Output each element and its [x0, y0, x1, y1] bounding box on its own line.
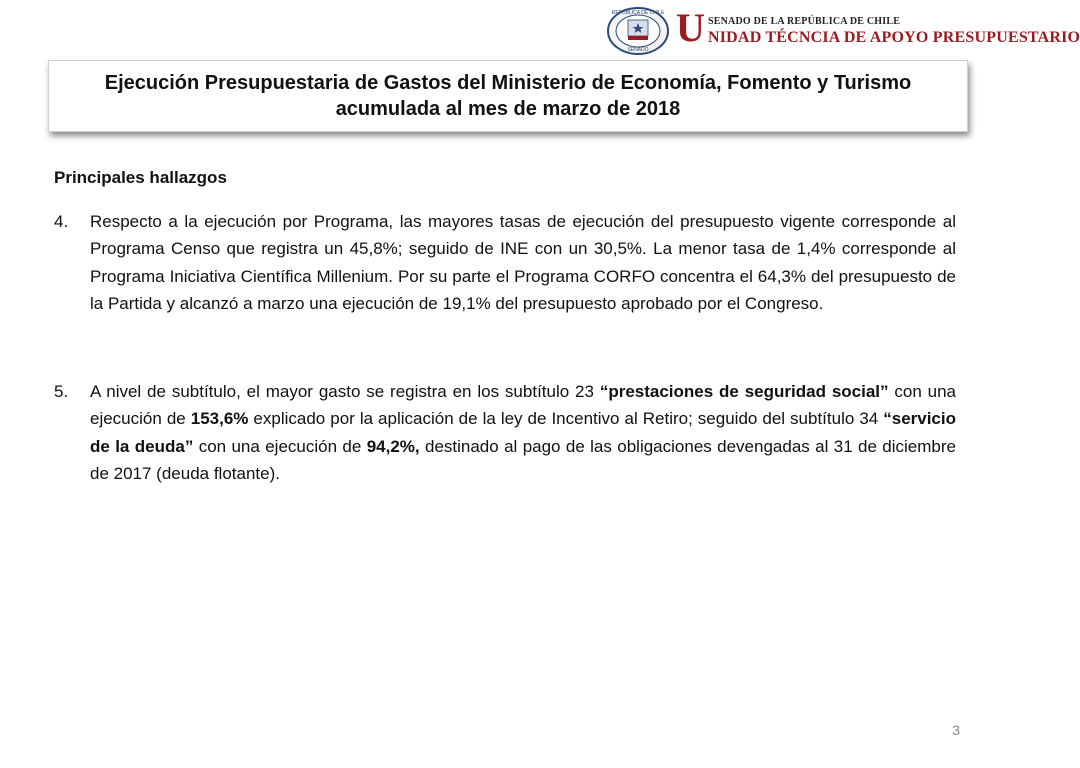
header-logos [606, 5, 1080, 56]
finding-text: Respecto a la ejecución por Programa, las mayores tasas de ejecución del presupuesto vigente corresponde al Programa Censo que registra un 45,8%; seguido de INE con un 30,5%. La menor tasa de 1,4% corresponde al Programa Iniciativa Científica Millenium. Por su parte el Programa CORFO concentra el 64,3% del presupuesto de la Partida y alcanzó a marzo una ejecución de 19,1% del presupuesto aprobado por el Congreso. [90, 212, 956, 314]
finding-text [90, 378, 956, 488]
text-segment: destinado al pago de las obligaciones devengadas al 31 de diciembre de 2017 (deuda flotante). [90, 436, 956, 484]
finding-number: 4. [54, 212, 69, 231]
title-box [48, 60, 968, 132]
text-segment: explicado por la aplicación de la ley de Incentivo al Retiro; seguido del subtítulo 34 [248, 409, 884, 429]
page-title-line-2: acumulada al mes de marzo de 2018 [335, 98, 681, 120]
text-segment: con una ejecución de [90, 382, 956, 429]
brand-top-text: SENADO DE LA REPÚBLICA DE CHILE [708, 16, 901, 27]
finding-item-4 [54, 208, 956, 318]
bold-segment: 153,6% [190, 409, 249, 429]
bold-segment: “prestaciones de seguridad social” [599, 382, 889, 401]
section-heading: Principales hallazgos [54, 168, 227, 187]
bold-segment: 94,2%, [366, 436, 420, 456]
finding-number: 5. [54, 382, 69, 401]
senado-seal-logo [606, 6, 670, 56]
seal-text-bottom: SENADO [627, 47, 649, 53]
brand-initial: U [676, 5, 705, 50]
text-segment: con una ejecución de [193, 436, 367, 456]
bold-segment: “servicio de la deuda” [90, 409, 956, 456]
seal-text-top: REPÚBLICA DE CHILE [611, 10, 665, 16]
text-segment: A nivel de subtítulo, el mayor gasto se registra en los subtítulo 23 [90, 382, 600, 401]
page-title-line-1: Ejecución Presupuestaria de Gastos del Ministerio de Economía, Fomento y Turismo [104, 72, 912, 94]
brand-bottom-text: NIDAD TÉCNCIA DE APOYO PRESUPUESTARIO [708, 29, 1080, 46]
finding-item-5 [54, 378, 956, 488]
page-number: 3 [952, 722, 960, 738]
